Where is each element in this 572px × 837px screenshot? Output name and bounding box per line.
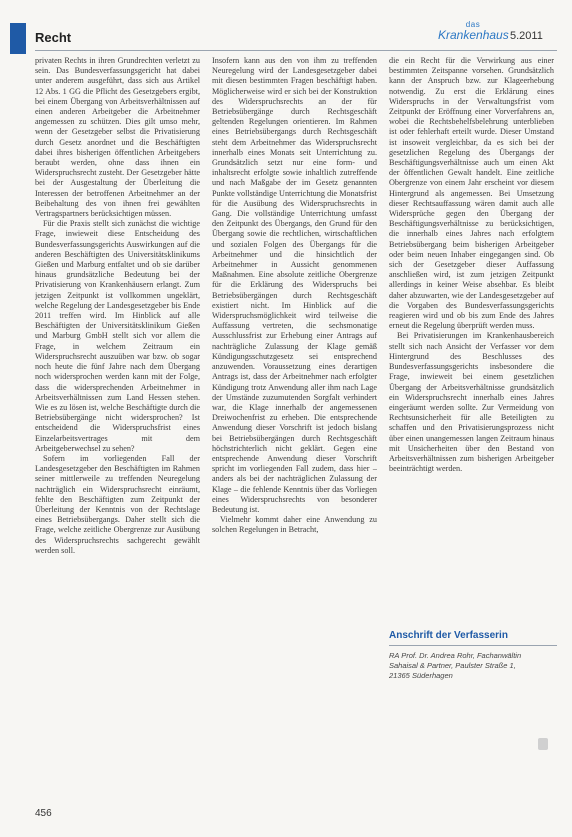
text-column-3 (389, 56, 554, 616)
text-column-2 (212, 56, 377, 796)
paragraph: Insofern kann aus den von ihm zu treffenden Neuregelung wird der Landesgesetzgeber dabei mit diesen bestimmten Fragen beschäftigt haben. Möglicherweise wird er sich bei der Konstruktion des Widerspruchsrechts an der für Betriebsübergänge durch Rechtsgeschäft geltenden Regelungen orientieren. Im Rahmen eines Betriebsübergangs durch Rechtsgeschäft steht dem Arbeitnehmer das Widerspruchsrecht innerhalb eines Monats seit Unterrichtung zu. Grundsätzlich setzt nur eine form- und inhaltsrecht erfolgte sowie inhaltlich zutreffende und nach Maßgabe der im Gesetz genannten Punkte vollständige Unterrichtung die Monatsfrist für die Ausübung des Widerspruchsrechts in Gang. Die vollständige Unterrichtung umfasst den Zeitpunkt des Übergangs, den Grund für den Übergang sowie die rechtlichen, wirtschaftlichen und sozialen Folgen des Übergangs für die Arbeitnehmer und die hinsichtlich der Arbeitnehmer in Aussicht genommenen Maßnahmen. Eine absolute zeitliche Obergrenze für die Erklärung des Widerspruchs bei Betriebsübergängen durch Rechtsgeschäft existiert nicht. Im Hinblick auf die Widerspruchsmöglichkeit wird teilweise die Auffassung vertreten, die sechsmonatige Ausschlussfrist zur Erhebung einer Antrags auf nachträgliche Zulassung der Klage gemäß Kündigungsschutzgesetz sei entsprechend anzuwenden. Voraussetzung eines derartigen Antrags ist, dass der Arbeitnehmer nach erfolgter Kündigung trotz Anwendung aller ihm nach Lage der Umstände zuzumutenden Sorgfalt verhindert war, die Klage innerhalb der angemessenen Dreiwochenfrist zu erheben. Die entsprechende Anwendung dieser Vorschrift ist jedoch bislang bei Betriebsübergängen durch Rechtsgeschäft höchstrichterlich nicht geklärt. Gegen eine entsprechende Anwendung dieser Vorschrift spricht im vorliegenden Fall zudem, dass hier – anders als bei der nachträglichen Zulassung der Klage – die fehlende Kenntnis über das Vorliegen eines Widerspruchsrechts von besonderer Bedeutung ist. (212, 56, 377, 514)
paragraph: privaten Rechts in ihren Grundrechten verletzt zu sein. Das Bundesverfassungsgericht hat dabei unter anderem ausgeführt, dass sich aus Artikel 12 Abs. 1 GG die Pflicht des Gesetzgebers ergibt, bei einem Übergang von Arbeitsverhältnissen auf einen anderen Arbeitgeber die Arbeitnehmer angemessen zu schützen. Dies gilt umso mehr, wenn der Gesetzgeber selbst die Privatisierung durch Gesetz anordnet und die Beschäftigten dabei ihres bisherigen öffentlichen Arbeitgebers beraubt werden, ohne dass ihnen ein Widerspruchsrecht zusteht. Der Gesetzgeber hätte bei der Ausgestaltung der Überleitung die Interessen der betroffenen Arbeitnehmer an der Beibehaltung des von ihnen frei gewählten Vertragspartners berücksichtigen müssen. (35, 56, 200, 219)
text-column-1 (35, 56, 200, 796)
author-address-heading: Anschrift der Verfasserin (389, 630, 508, 641)
logo-name: Krankenhaus (438, 28, 509, 42)
address-line: Sahaisal & Partner, Paulster Straße 1, (389, 661, 516, 670)
paragraph: Bei Privatisierungen im Krankenhausbereich stellt sich nach Ansicht der Verfasser vor dem Hintergrund des Beschlusses des Bundesverfassungsgerichts insbesondere die Frage, inwieweit bei einem gesetzlichen Übergang der Arbeitsverhältnisse grundsätzlich ein Widerspruchsrecht innerhalb eines Jahres eingeräumt werden sollte. Zur Vermeidung von Rechtsunsicherheit für alle Beteiligten zu schaffen und den Privatisierungsprozess nicht über einen unangemessen langen Zeitraum hinaus mit Unsicherheiten über den Bestand von Arbeitsverhältnissen zum bisherigen Arbeitgeber beeinträchtigt werden. (389, 331, 554, 474)
address-line: 21365 Süderhagen (389, 671, 453, 680)
address-line: RA Prof. Dr. Andrea Rohr, Fachanwältin (389, 651, 522, 660)
section-color-tab (10, 23, 26, 54)
section-title: Recht (35, 30, 72, 45)
paragraph: Für die Praxis stellt sich zunächst die wichtige Frage, inwieweit diese Entscheidung des Bundesverfassungsgerichts Auswirkungen auf die anderen Beschäftigten des Universitätsklinikums Gießen und Marburg entfaltet und ob sie darüber hinaus grundsätzliche Bedeutung bei der Privatisierung von Krankenhäusern erlangt. Zum jetzigen Zeitpunkt ist vollkommen ungeklärt, welche Regelung der Landesgesetzgeber bis Ende 2011 treffen wird. Im Hinblick auf alle Beschäftigten der Universitätsklinikum Gießen und Marburg GmbH stellt sich vor allem die Frage, in welchem Zeitraum ein Widerspruchsrecht auszuüben war bzw. ob sogar noch heute die fünf Jahre nach dem Übergang noch widersprochen werden kann mit der Folge, dass die widersprechenden Arbeitnehmer in Arbeitsverhältnissen zum Land Hessen stehen. Wie es zu lösen ist, welche Beschäftigte durch die Betriebsübergänge nicht widersprochen? Ist entscheidend die Widerspruchsfrist eines Einzelarbeitsvertrages mit dem Arbeitgeberwechsel zu sehen? (35, 219, 200, 453)
header-rule (35, 50, 557, 51)
magazine-logo (438, 20, 508, 42)
issue-number: 5.2011 (510, 30, 543, 42)
margin-mark (538, 738, 548, 750)
paragraph: Vielmehr kommt daher eine Anwendung zu solchen Regelungen in Betracht, (212, 515, 377, 535)
logo-small-text: das (465, 20, 481, 29)
page-number: 456 (35, 808, 52, 819)
page-header (0, 0, 572, 60)
author-address-rule (389, 645, 557, 646)
paragraph: die ein Recht für die Verwirkung aus einer bestimmten Zeitspanne vorsehen. Grundsätzlich kann der Anspruch bzw. zur Klageerhebung notwendig. Zu erst die Erklärung eines Widerspruchs in der Verwaltungsfrist vom Zeitpunkt der Eröffnung einer Vorverfahrens an, wobei die Rechtsbehelfsbelehrung unterblieben ist oder fehlerhaft erteilt wurde. Dieser Umstand ist insoweit vergleichbar, da es sich bei der gesetzlichen Regelung des Übergangs der Beschäftigungsverhältnisse auch um einen Akt der öffentlichen Gewalt handelt. Eine zeitliche Obergrenze von einem Jahr erscheint vor diesem Hintergrund als angemessen. Bei Umsetzung dieser Rechtsauffassung wären damit auch alle Widersprüche gegen den Übergang der Beschäftigungsverhältnisse zu berücksichtigen, die innerhalb eines Jahres nach erfolgtem Betriebsübergang beim bisherigen Arbeitgeber oder beim neuen Inhaber eingegangen sind. Ob sich der Gesetzgeber dieser Auffassung anschließen wird, ist zum jetzigen Zeitpunkt allerdings in keiner Weise absehbar. Es bleibt daher abzuwarten, wie der Landesgesetzgeber auf die Vorgaben des Bundesverfassungsgerichts reagieren wird und ob bis zum Ende des Jahres erneut die Regelung überprüft werden muss. (389, 56, 554, 331)
paragraph: Sofern im vorliegenden Fall der Landesgesetzgeber den Beschäftigten im Rahmen seiner mittlerweile zu treffenden Neuregelung nachträglich ein Widerspruchsrecht einräumt, fehlte den Beschäftigten zum Zeitpunkt der Überleitung der Kenntnis von der Rechtslage eines Betriebsübergangs. Daher stellt sich die Frage, welche zeitliche Obergrenze zur Ausübung des Widerspruchsrechts sachgerecht gewählt werden soll. (35, 453, 200, 555)
author-address-text (389, 651, 557, 681)
author-address-box (389, 630, 557, 681)
